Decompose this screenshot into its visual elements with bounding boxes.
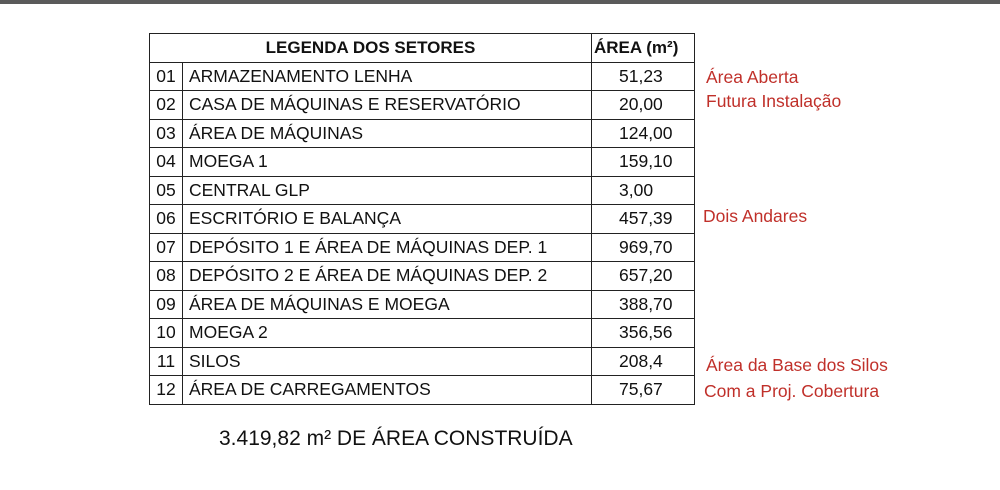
sector-name: ESCRITÓRIO E BALANÇA (183, 205, 592, 234)
sector-area: 457,39 (592, 205, 695, 234)
sector-name: MOEGA 2 (183, 319, 592, 348)
table-row (150, 347, 695, 376)
sector-area: 356,56 (592, 319, 695, 348)
table-row (150, 205, 695, 234)
note-base-silos: Área da Base dos Silos (706, 355, 888, 375)
table-body (150, 62, 695, 404)
note-area-aberta: Área Aberta (706, 67, 799, 87)
sector-area: 969,70 (592, 233, 695, 262)
sector-number: 02 (150, 91, 183, 120)
note-dois-andares: Dois Andares (703, 206, 808, 226)
sector-area: 20,00 (592, 91, 695, 120)
top-divider (0, 0, 1000, 4)
table-row (150, 148, 695, 177)
sector-name: ARMAZENAMENTO LENHA (183, 62, 592, 91)
header-sector-legend: LEGENDA DOS SETORES (150, 34, 592, 63)
sector-name: ÁREA DE MÁQUINAS E MOEGA (183, 290, 592, 319)
note-futura-instalacao: Futura Instalação (706, 91, 842, 111)
sector-area: 75,67 (592, 376, 695, 405)
table-header-row (150, 34, 695, 63)
sector-number: 08 (150, 262, 183, 291)
table-row (150, 119, 695, 148)
sector-number: 04 (150, 148, 183, 177)
note-proj-cobertura: Com a Proj. Cobertura (704, 381, 880, 401)
table-row (150, 262, 695, 291)
sector-number: 05 (150, 176, 183, 205)
sector-area: 657,20 (592, 262, 695, 291)
sector-name: CENTRAL GLP (183, 176, 592, 205)
sector-number: 10 (150, 319, 183, 348)
sector-number: 09 (150, 290, 183, 319)
header-area: ÁREA (m²) (592, 34, 695, 63)
sector-name: ÁREA DE MÁQUINAS (183, 119, 592, 148)
total-built-area: 3.419,82 m² DE ÁREA CONSTRUÍDA (219, 427, 573, 450)
sector-area: 388,70 (592, 290, 695, 319)
sector-area: 51,23 (592, 62, 695, 91)
sector-number: 12 (150, 376, 183, 405)
sector-name: SILOS (183, 347, 592, 376)
sector-number: 03 (150, 119, 183, 148)
sector-number: 06 (150, 205, 183, 234)
table-row (150, 319, 695, 348)
sector-name: ÁREA DE CARREGAMENTOS (183, 376, 592, 405)
table-row (150, 376, 695, 405)
sector-name: MOEGA 1 (183, 148, 592, 177)
table-row (150, 233, 695, 262)
sector-number: 07 (150, 233, 183, 262)
sector-number: 01 (150, 62, 183, 91)
sector-area: 159,10 (592, 148, 695, 177)
table-row (150, 176, 695, 205)
table-row (150, 91, 695, 120)
sector-area: 3,00 (592, 176, 695, 205)
sector-legend-table (149, 33, 695, 405)
sector-name: CASA DE MÁQUINAS E RESERVATÓRIO (183, 91, 592, 120)
sector-area: 124,00 (592, 119, 695, 148)
sector-area: 208,4 (592, 347, 695, 376)
sector-number: 11 (150, 347, 183, 376)
table-row (150, 62, 695, 91)
table-row (150, 290, 695, 319)
sector-name: DEPÓSITO 2 E ÁREA DE MÁQUINAS DEP. 2 (183, 262, 592, 291)
sector-name: DEPÓSITO 1 E ÁREA DE MÁQUINAS DEP. 1 (183, 233, 592, 262)
